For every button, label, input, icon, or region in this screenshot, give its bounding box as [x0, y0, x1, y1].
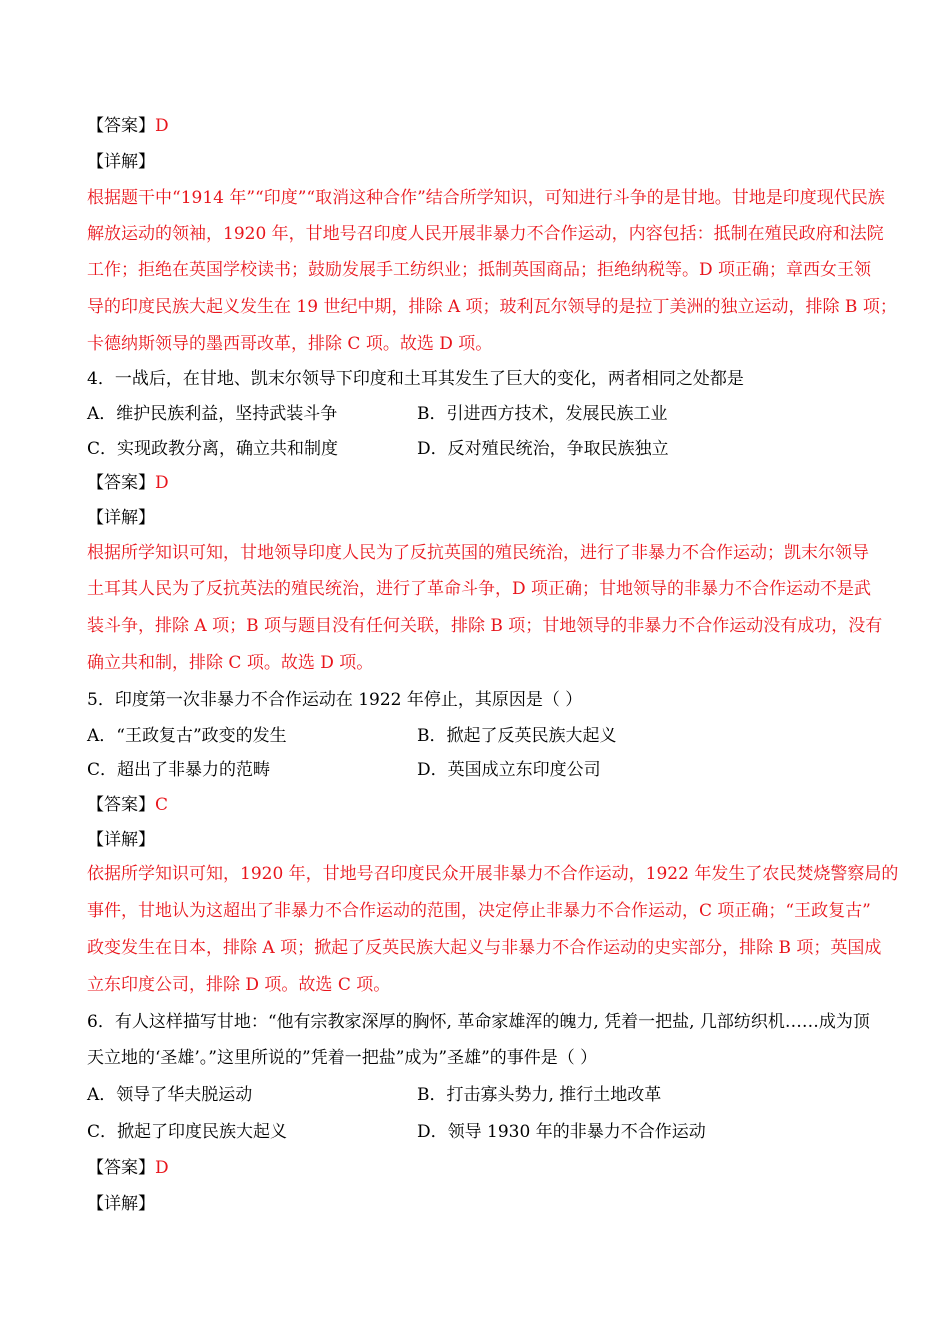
answer-5: 【答案】C: [87, 795, 169, 815]
question-4: 4．一战后，在甘地、凯末尔领导下印度和土耳其发生了巨大的变化，两者相同之处都是: [87, 369, 744, 389]
question-5-option-c: C．超出了非暴力的范畴: [87, 760, 271, 780]
detail-heading-5: 【详解】: [87, 830, 155, 850]
answer-4: 【答案】D: [87, 473, 169, 493]
question-5: 5．印度第一次非暴力不合作运动在 1922 年停止，其原因是（ ）: [87, 690, 583, 710]
question-6-line2: 天立地的‘圣雄’。”这里所说的”凭着一把盐”成为”圣雄”的事件是（ ）: [87, 1048, 598, 1068]
question-6-line1: 6．有人这样描写甘地：“他有宗教家深厚的胸怀, 革命家雄浑的魄力, 凭着一把盐, 几部纺织机……成为顶: [87, 1012, 870, 1032]
question-4-option-a: A．维护民族利益，坚持武装斗争: [87, 404, 338, 424]
question-4-option-b: B．引进西方技术，发展民族工业: [417, 404, 668, 424]
answer-3: 【答案】D: [87, 116, 169, 136]
explanation-5-line: 事件，甘地认为这超出了非暴力不合作运动的范围，决定停止非暴力不合作运动，C 项正确；“王政复古”: [87, 901, 871, 921]
question-6-option-c: C．掀起了印度民族大起义: [87, 1122, 288, 1142]
explanation-3-line: 卡德纳斯领导的墨西哥改革，排除 C 项。故选 D 项。: [87, 334, 493, 354]
explanation-3-line: 工作；拒绝在英国学校读书；鼓励发展手工纺织业；抵制英国商品；拒绝纳税等。D 项正确；章西女王领: [87, 260, 872, 280]
explanation-5-line: 政变发生在日本，排除 A 项；掀起了反英民族大起义与非暴力不合作运动的史实部分，排除 B 项；英国成: [87, 938, 882, 958]
explanation-3-line: 解放运动的领袖，1920 年，甘地号召印度人民开展非暴力不合作运动，内容包括：抵制在殖民政府和法院: [87, 224, 884, 244]
explanation-4-line: 根据所学知识可知，甘地领导印度人民为了反抗英国的殖民统治，进行了非暴力不合作运动；凯末尔领导: [87, 543, 869, 563]
explanation-4-line: 确立共和制，排除 C 项。故选 D 项。: [87, 653, 374, 673]
explanation-5-line: 依据所学知识可知，1920 年，甘地号召印度民众开展非暴力不合作运动，1922 年发生了农民焚烧警察局的: [87, 864, 899, 884]
question-6-option-d: D．领导 1930 年的非暴力不合作运动: [417, 1122, 706, 1142]
explanation-4-line: 土耳其人民为了反抗英法的殖民统治，进行了革命斗争，D 项正确；甘地领导的非暴力不合作运动不是武: [87, 579, 872, 599]
explanation-5-line: 立东印度公司，排除 D 项。故选 C 项。: [87, 975, 391, 995]
answer-6: 【答案】D: [87, 1158, 169, 1178]
question-5-option-a: A．“王政复古”政变的发生: [87, 726, 287, 746]
question-5-option-d: D．英国成立东印度公司: [417, 760, 601, 780]
question-5-option-b: B．掀起了反英民族大起义: [417, 726, 617, 746]
explanation-3-line: 根据题干中“1914 年”“印度”“取消这种合作”结合所学知识，可知进行斗争的是甘地。甘地是印度现代民族: [87, 188, 885, 208]
question-4-option-c: C．实现政教分离，确立共和制度: [87, 439, 339, 459]
question-6-option-b: B．打击寡头势力, 推行土地改革: [417, 1085, 662, 1105]
explanation-3-line: 导的印度民族大起义发生在 19 世纪中期，排除 A 项；玻利瓦尔领导的是拉丁美洲的独立运动，排除 B 项；: [87, 297, 897, 317]
detail-heading-4: 【详解】: [87, 508, 155, 528]
explanation-4-line: 装斗争，排除 A 项；B 项与题目没有任何关联，排除 B 项；甘地领导的非暴力不合作运动没有成功，没有: [87, 616, 883, 636]
question-4-option-d: D．反对殖民统治，争取民族独立: [417, 439, 669, 459]
question-6-option-a: A．领导了华夫脱运动: [87, 1085, 253, 1105]
detail-heading-6: 【详解】: [87, 1194, 155, 1214]
detail-heading-3: 【详解】: [87, 152, 155, 172]
